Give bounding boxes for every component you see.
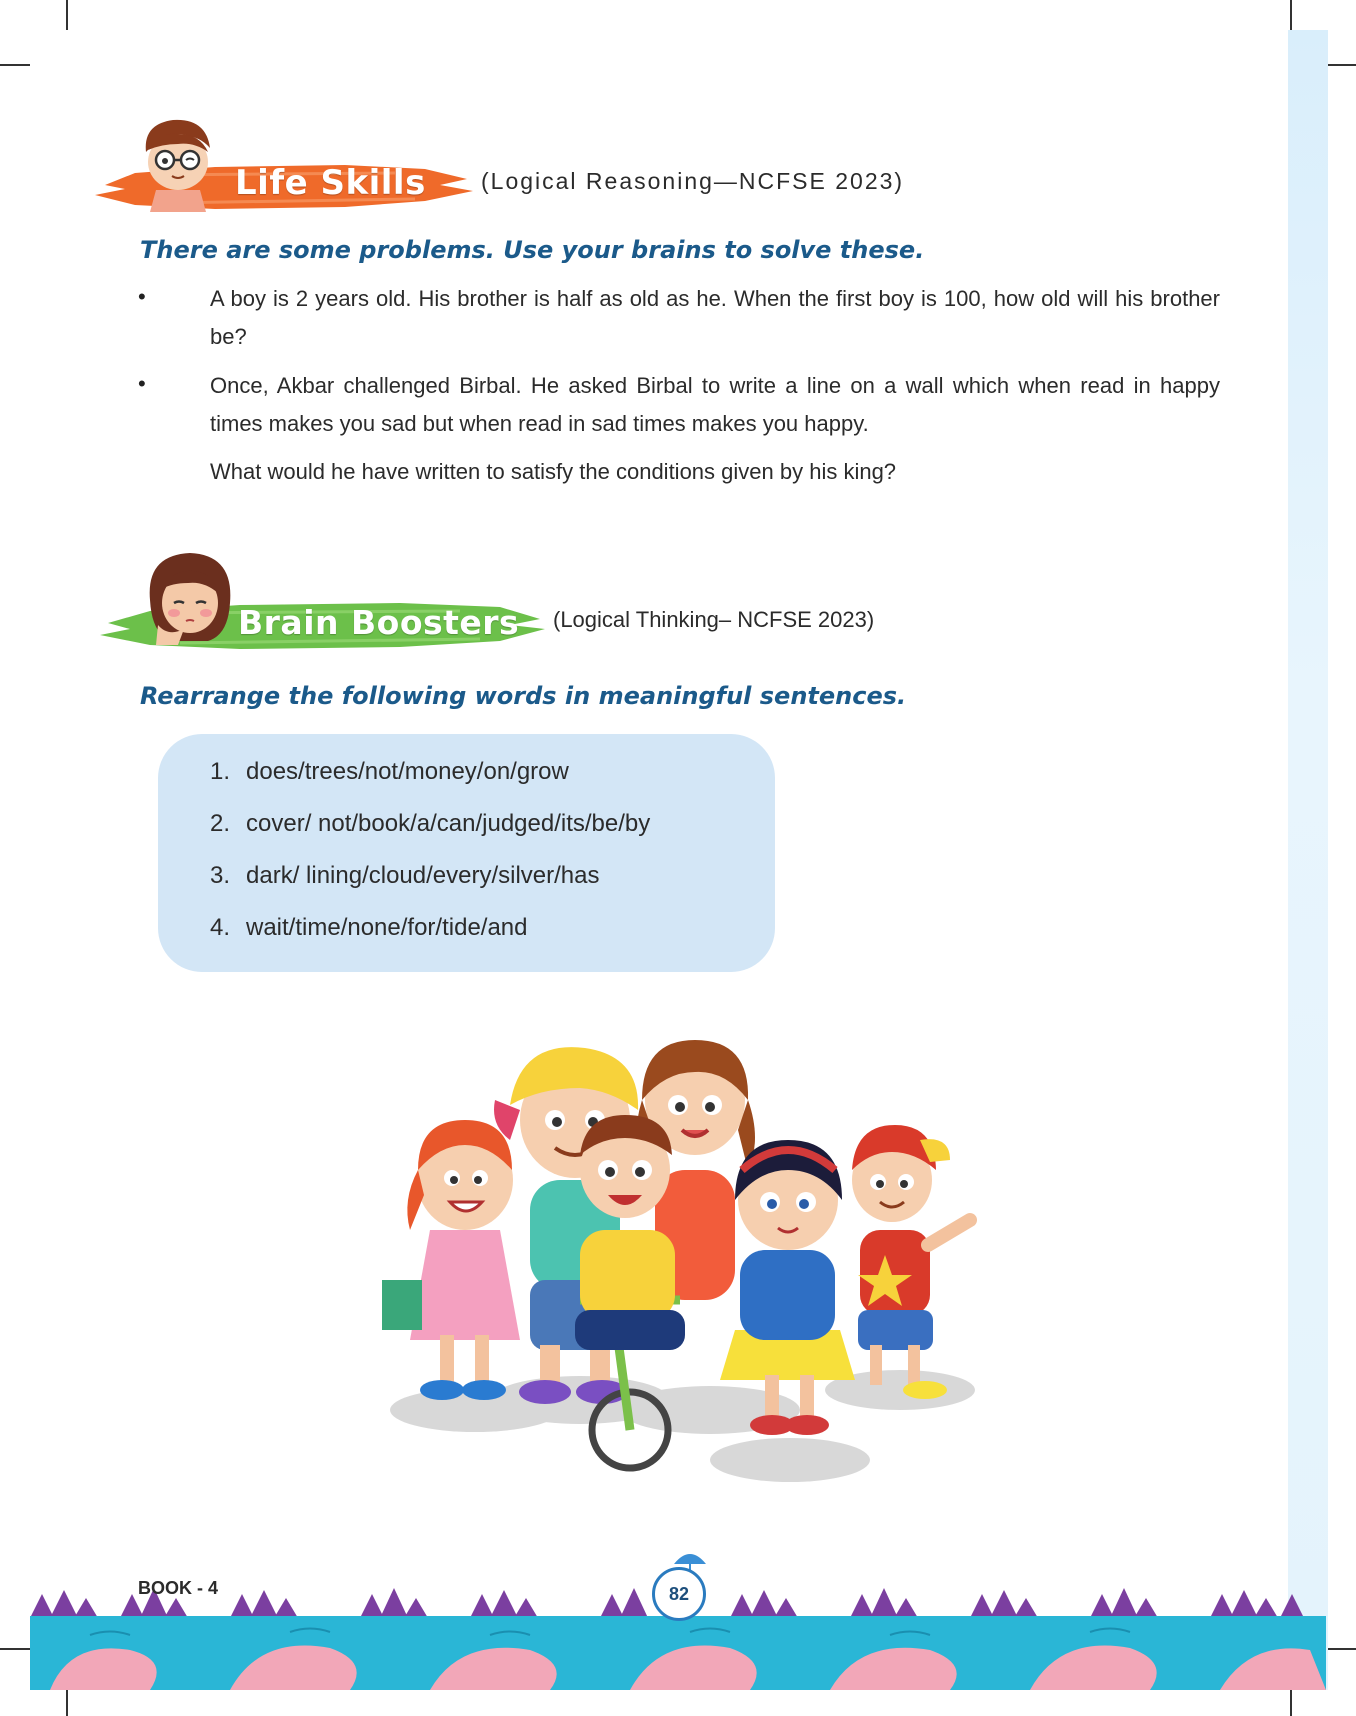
list-text: dark/ lining/cloud/every/silver/has bbox=[246, 862, 600, 889]
bullet-text: Once, Akbar challenged Birbal. He asked Birbal to write a line on a wall which when read in happy times makes you sad but when read in sad times makes you happy. bbox=[210, 373, 1220, 436]
life-skills-title: Life Skills bbox=[235, 163, 426, 203]
crop-mark bbox=[66, 1686, 68, 1716]
list-text: does/trees/not/money/on/grow bbox=[246, 758, 569, 785]
crop-mark bbox=[66, 0, 68, 30]
side-decoration-strip bbox=[1288, 30, 1328, 1690]
crop-mark bbox=[0, 64, 30, 66]
word-list-box bbox=[158, 734, 775, 972]
list-item bbox=[210, 758, 569, 786]
list-number: 4. bbox=[210, 914, 231, 941]
book-label: BOOK - 4 bbox=[138, 1578, 219, 1598]
boy-with-glasses-icon bbox=[128, 112, 228, 212]
list-item bbox=[210, 914, 528, 942]
followup-question: What would he have written to satisfy the conditions given by his king? bbox=[210, 459, 897, 484]
bullet-icon: • bbox=[138, 284, 146, 309]
thinking-girl-icon bbox=[138, 545, 243, 650]
crop-mark bbox=[1290, 0, 1292, 30]
list-item bbox=[210, 810, 650, 838]
boy-on-bicycle bbox=[575, 1115, 685, 1468]
life-skills-instruction: There are some problems. Use your brains to solve these. bbox=[140, 236, 925, 264]
children-group-illustration bbox=[380, 1030, 980, 1490]
bullet-text: A boy is 2 years old. His brother is half as old as he. When the first boy is 100, how old will his brother be? bbox=[210, 286, 1220, 349]
brain-boosters-title: Brain Boosters bbox=[238, 603, 520, 642]
crop-mark bbox=[1290, 1686, 1292, 1716]
page-number: 82 bbox=[652, 1567, 706, 1621]
bullet-icon: • bbox=[138, 371, 146, 396]
list-number: 2. bbox=[210, 810, 231, 837]
life-skills-subtitle: (Logical Reasoning—NCFSE 2023) bbox=[481, 168, 905, 194]
list-number: 1. bbox=[210, 758, 231, 785]
crop-mark bbox=[1326, 1648, 1356, 1650]
crop-mark bbox=[1326, 64, 1356, 66]
girl-pink-dress bbox=[382, 1120, 520, 1400]
list-number: 3. bbox=[210, 862, 231, 889]
list-text: cover/ not/book/a/can/judged/its/be/by bbox=[246, 810, 651, 837]
list-text: wait/time/none/for/tide/and bbox=[246, 914, 528, 941]
brain-boosters-subtitle: (Logical Thinking– NCFSE 2023) bbox=[553, 607, 875, 632]
brain-boosters-instruction: Rearrange the following words in meaningful sentences. bbox=[140, 682, 907, 710]
boy-red-cap bbox=[852, 1125, 970, 1399]
crop-mark bbox=[0, 1648, 30, 1650]
list-item bbox=[210, 862, 600, 890]
